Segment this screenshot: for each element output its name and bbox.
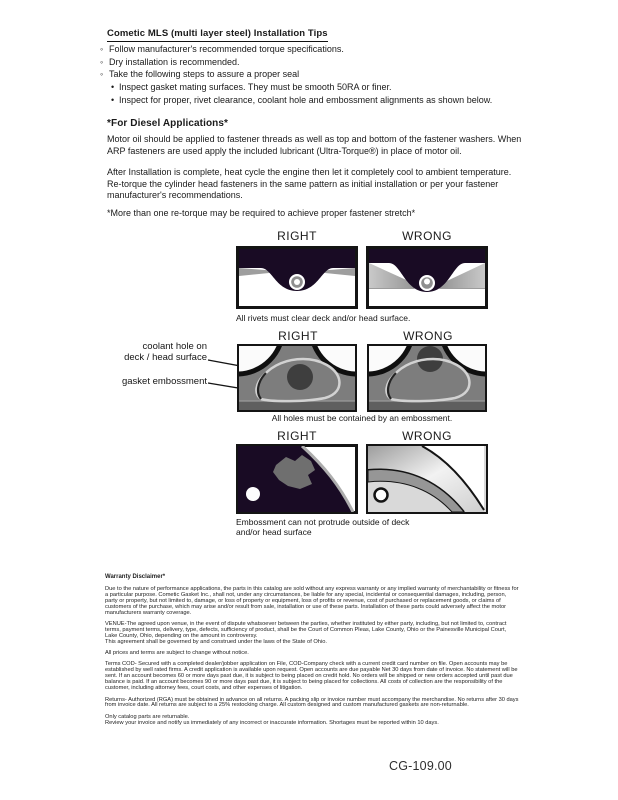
rivet-center (294, 279, 300, 285)
warranty-heading: Warranty Disclaimer* (105, 574, 166, 580)
tip-text: Take the following steps to assure a proper seal (109, 69, 300, 80)
holes-caption: All holes must be contained by an embossment. (271, 413, 453, 423)
installation-tips-list (100, 43, 530, 107)
tip-text: Dry installation is recommended. (109, 56, 240, 67)
tip-text: Inspect for proper, rivet clearance, coolant hole and embossment alignments as shown below. (119, 94, 493, 105)
filled-bullet-icon: • (111, 82, 115, 93)
warranty-paragraph: This agreement shall be governed by and construed under the laws of the State of Ohio. (105, 638, 327, 645)
embossment-wrong-diagram (366, 444, 488, 514)
rivet-right-diagram (236, 246, 358, 309)
list-item (100, 56, 530, 69)
warranty-paragraph: Returns- Authorized (RGA) must be obtained in advance on all returns. A packing slip or invoice number must accompany the merchandise. No returns after 30 days from invoice date. All returns are subject to a 25% restocking charge. All custom designed and custom manufactured gaskets are non-returnable. (105, 696, 519, 709)
warranty-paragraph: VENUE-The agreed upon venue, in the event of dispute whatsoever between the parties, whether instituted by either party, including, but not limited to, contract terms, payment terms, delivery, type, defects, sufficiency of product, shall be the Court of Common Pleas, Lake County, Ohio or the Painesville Municipal Court, Lake County, Ohio, depending on the amount in controversy. (105, 620, 507, 639)
diagram2-wrong-label: WRONG (403, 329, 453, 343)
tip-text: Inspect gasket mating surfaces. They must be smooth 50RA or finer. (119, 82, 392, 93)
diagram1-wrong-label: WRONG (402, 229, 452, 243)
open-bullet-icon: ◦ (100, 56, 104, 67)
warranty-paragraph: Due to the nature of performance applications, the parts in this catalog are sold without any express warranty or any implied warranty of merchantability or fitness for a particular purpose. Cometic Gasket Inc., shall not, under any circumstances, be liable for any special, incidental or consequential damages, including, person, party or property, but not limited to, damage, or loss of property or equipment, loss of profits or revenue, cost of purchased or replacement goods, or claims of customers of the purchase, which may arise and/or result from sale, installation or use of these parts. Installation of these parts could adversely affect the motor manufacturers warranty coverage. (105, 585, 519, 616)
bolt-hole (375, 489, 388, 502)
diagram2-right-label: RIGHT (278, 329, 318, 343)
diesel-paragraph: After Installation is complete, heat cycle the engine then let it completely cool to ambient temperature. Re-torque the cylinder head fasteners in the same pattern as initial installation or per your fastener manufacturer's recommendations. (107, 167, 512, 201)
bolt-hole (246, 487, 260, 501)
rivets-caption: All rivets must clear deck and/or head surface. (236, 313, 411, 323)
list-item (100, 68, 530, 81)
coolant-hole-label-line1: coolant hole on (142, 341, 207, 352)
open-bullet-icon: ◦ (100, 44, 104, 54)
filled-bullet-icon: • (111, 94, 115, 105)
diagram3-right-label: RIGHT (277, 429, 317, 443)
coolant-hole-label (109, 342, 207, 363)
list-item (111, 81, 530, 94)
gasket-embossment-label: gasket embossment (121, 376, 207, 387)
coolant-hole-label-line2: deck / head surface (124, 351, 207, 363)
holes-wrong-diagram (367, 344, 487, 412)
retorque-note: *More than one re-torque may be required to achieve proper fastener stretch* (107, 208, 416, 218)
diesel-heading: *For Diesel Applications* (107, 118, 229, 129)
warranty-paragraph: Terms COD- Secured with a completed dealer/jobber application on File, COD-Company check with a current credit card number on file. Open accounts may be established by well rated firms. A credit application is available upon request. Open accounts are due payable Net 30 days from date of invoice. No statement will be sent. If an account becomes 60 or more days past due, it is subject to being placed on credit hold. No orders will be shipped or new orders accepted until past due balance is paid. If an account becomes 90 or more days past due, it is subject to being placed for collections. All costs of collection are the responsibility of the customer, including attorney fees, court costs, and other expenses of litigation. (105, 661, 518, 692)
rivet-wrong-diagram (366, 246, 488, 309)
page-code: CG-109.00 (389, 759, 452, 773)
embossment-right-diagram (236, 444, 358, 514)
list-item (111, 94, 530, 107)
diagram1-right-label: RIGHT (277, 229, 317, 243)
list-item (100, 43, 530, 56)
holes-right-diagram (237, 344, 357, 412)
warranty-paragraph: Review your invoice and notify us immediately of any incorrect or inaccurate information. Shortages must be reported within 10 days. (105, 719, 439, 726)
warranty-paragraph: All prices and terms are subject to change without notice. (105, 650, 249, 657)
page-title-wrap (107, 23, 328, 42)
warranty-section (105, 575, 519, 732)
warranty-paragraph: Only catalog parts are returnable. (105, 713, 190, 720)
page-title: Cometic MLS (multi layer steel) Installation Tips (107, 28, 328, 42)
open-bullet-icon: ◦ (100, 69, 104, 80)
deck-edge-strip (239, 401, 355, 410)
diesel-paragraph: Motor oil should be applied to fastener threads as well as top and bottom of the fastener washers. When ARP fasteners are used apply the included lubricant (Ultra-Torque®) in place of motor oil. (107, 134, 522, 156)
diagram3-wrong-label: WRONG (402, 429, 452, 443)
rivet-center (424, 279, 430, 285)
embossment-caption-line1: Embossment can not protrude outside of deck (236, 517, 410, 527)
tip-text: Follow manufacturer's recommended torque specifications. (109, 44, 344, 54)
deck-edge-strip (369, 401, 485, 410)
embossment-caption (236, 517, 506, 537)
coolant-hole (287, 364, 313, 390)
embossment-caption-line2: and/or head surface (236, 527, 312, 537)
